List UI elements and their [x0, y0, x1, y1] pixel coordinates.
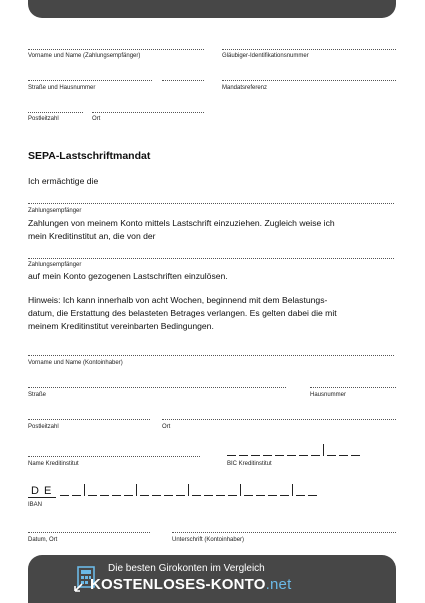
footer-brand-tld: .net	[265, 576, 292, 593]
debtor-name-line[interactable]	[28, 355, 394, 356]
debtor-house-label: Hausnummer	[310, 392, 347, 398]
bank-name-line[interactable]	[28, 456, 200, 457]
creditor-house-line[interactable]	[162, 80, 204, 81]
debtor-city-line[interactable]	[162, 419, 396, 420]
iban-prefix-underline	[28, 497, 56, 498]
creditor-mandate-line[interactable]	[222, 80, 396, 81]
payee-label-2: Zahlungsempfänger	[28, 262, 82, 268]
creditor-id-line[interactable]	[222, 49, 396, 50]
creditor-name-label: Vorname und Name (Zahlungsempfänger)	[28, 53, 141, 59]
mandate-text-2: auf mein Konto gezogenen Lastschriften einzulösen.	[28, 271, 228, 281]
mandate-title: SEPA-Lastschriftmandat	[28, 150, 151, 162]
creditor-id-label: Gläubiger-Identifikationsnummer	[222, 53, 309, 59]
iban-prefix-d: D	[31, 485, 39, 497]
iban-segments[interactable]	[60, 484, 320, 496]
mandate-text-1a: Zahlungen von meinem Konto mittels Lastschrift einzuziehen. Zugleich weise ich	[28, 218, 335, 228]
creditor-street-line[interactable]	[28, 80, 152, 81]
hint-line-2: datum, die Erstattung des belasteten Betrages verlangen. Es gelten dabei die mit	[28, 308, 337, 318]
creditor-zip-line[interactable]	[28, 112, 83, 113]
debtor-house-line[interactable]	[310, 387, 396, 388]
footer-brand-name: KOSTENLOSES-KONTO	[90, 576, 266, 593]
footer-tagline: Die besten Girokonten im Vergleich	[108, 563, 265, 574]
creditor-street-label: Straße und Hausnummer	[28, 85, 96, 91]
mandate-intro: Ich ermächtige die	[28, 176, 99, 186]
bank-name-label: Name Kreditinstitut	[28, 461, 79, 467]
iban-label: IBAN	[28, 502, 43, 508]
creditor-mandate-label: Mandatsreferenz	[222, 85, 268, 91]
debtor-zip-label: Postleitzahl	[28, 424, 59, 430]
iban-prefix-e: E	[44, 485, 52, 497]
signature-line[interactable]	[172, 532, 396, 533]
footer-brand[interactable]	[90, 576, 291, 593]
creditor-name-line[interactable]	[28, 49, 204, 50]
creditor-city-line[interactable]	[92, 112, 204, 113]
date-place-label: Datum, Ort	[28, 537, 58, 543]
bic-label: BIC Kreditinstitut	[227, 461, 272, 467]
payee-line-2[interactable]	[28, 258, 394, 259]
debtor-street-line[interactable]	[28, 387, 286, 388]
creditor-city-label: Ort	[92, 116, 101, 122]
hint-line-1: Hinweis: Ich kann innerhalb von acht Wochen, beginnend mit dem Belastungs-	[28, 295, 328, 305]
payee-label-1: Zahlungsempfänger	[28, 208, 82, 214]
signature-label: Unterschrift (Kontoinhaber)	[172, 537, 245, 543]
mandate-text-1b: mein Kreditinstitut an, die von der	[28, 231, 156, 241]
debtor-street-label: Straße	[28, 392, 47, 398]
debtor-name-label: Vorname und Name (Kontoinhaber)	[28, 360, 123, 366]
creditor-zip-label: Postleitzahl	[28, 116, 59, 122]
debtor-zip-line[interactable]	[28, 419, 150, 420]
payee-line-1[interactable]	[28, 203, 394, 204]
debtor-city-label: Ort	[162, 424, 171, 430]
bic-segments[interactable]	[227, 444, 363, 456]
date-place-line[interactable]	[28, 532, 150, 533]
hint-line-3: meinem Kreditinstitut vereinbarten Bedingungen.	[28, 321, 214, 331]
top-banner	[28, 0, 396, 18]
